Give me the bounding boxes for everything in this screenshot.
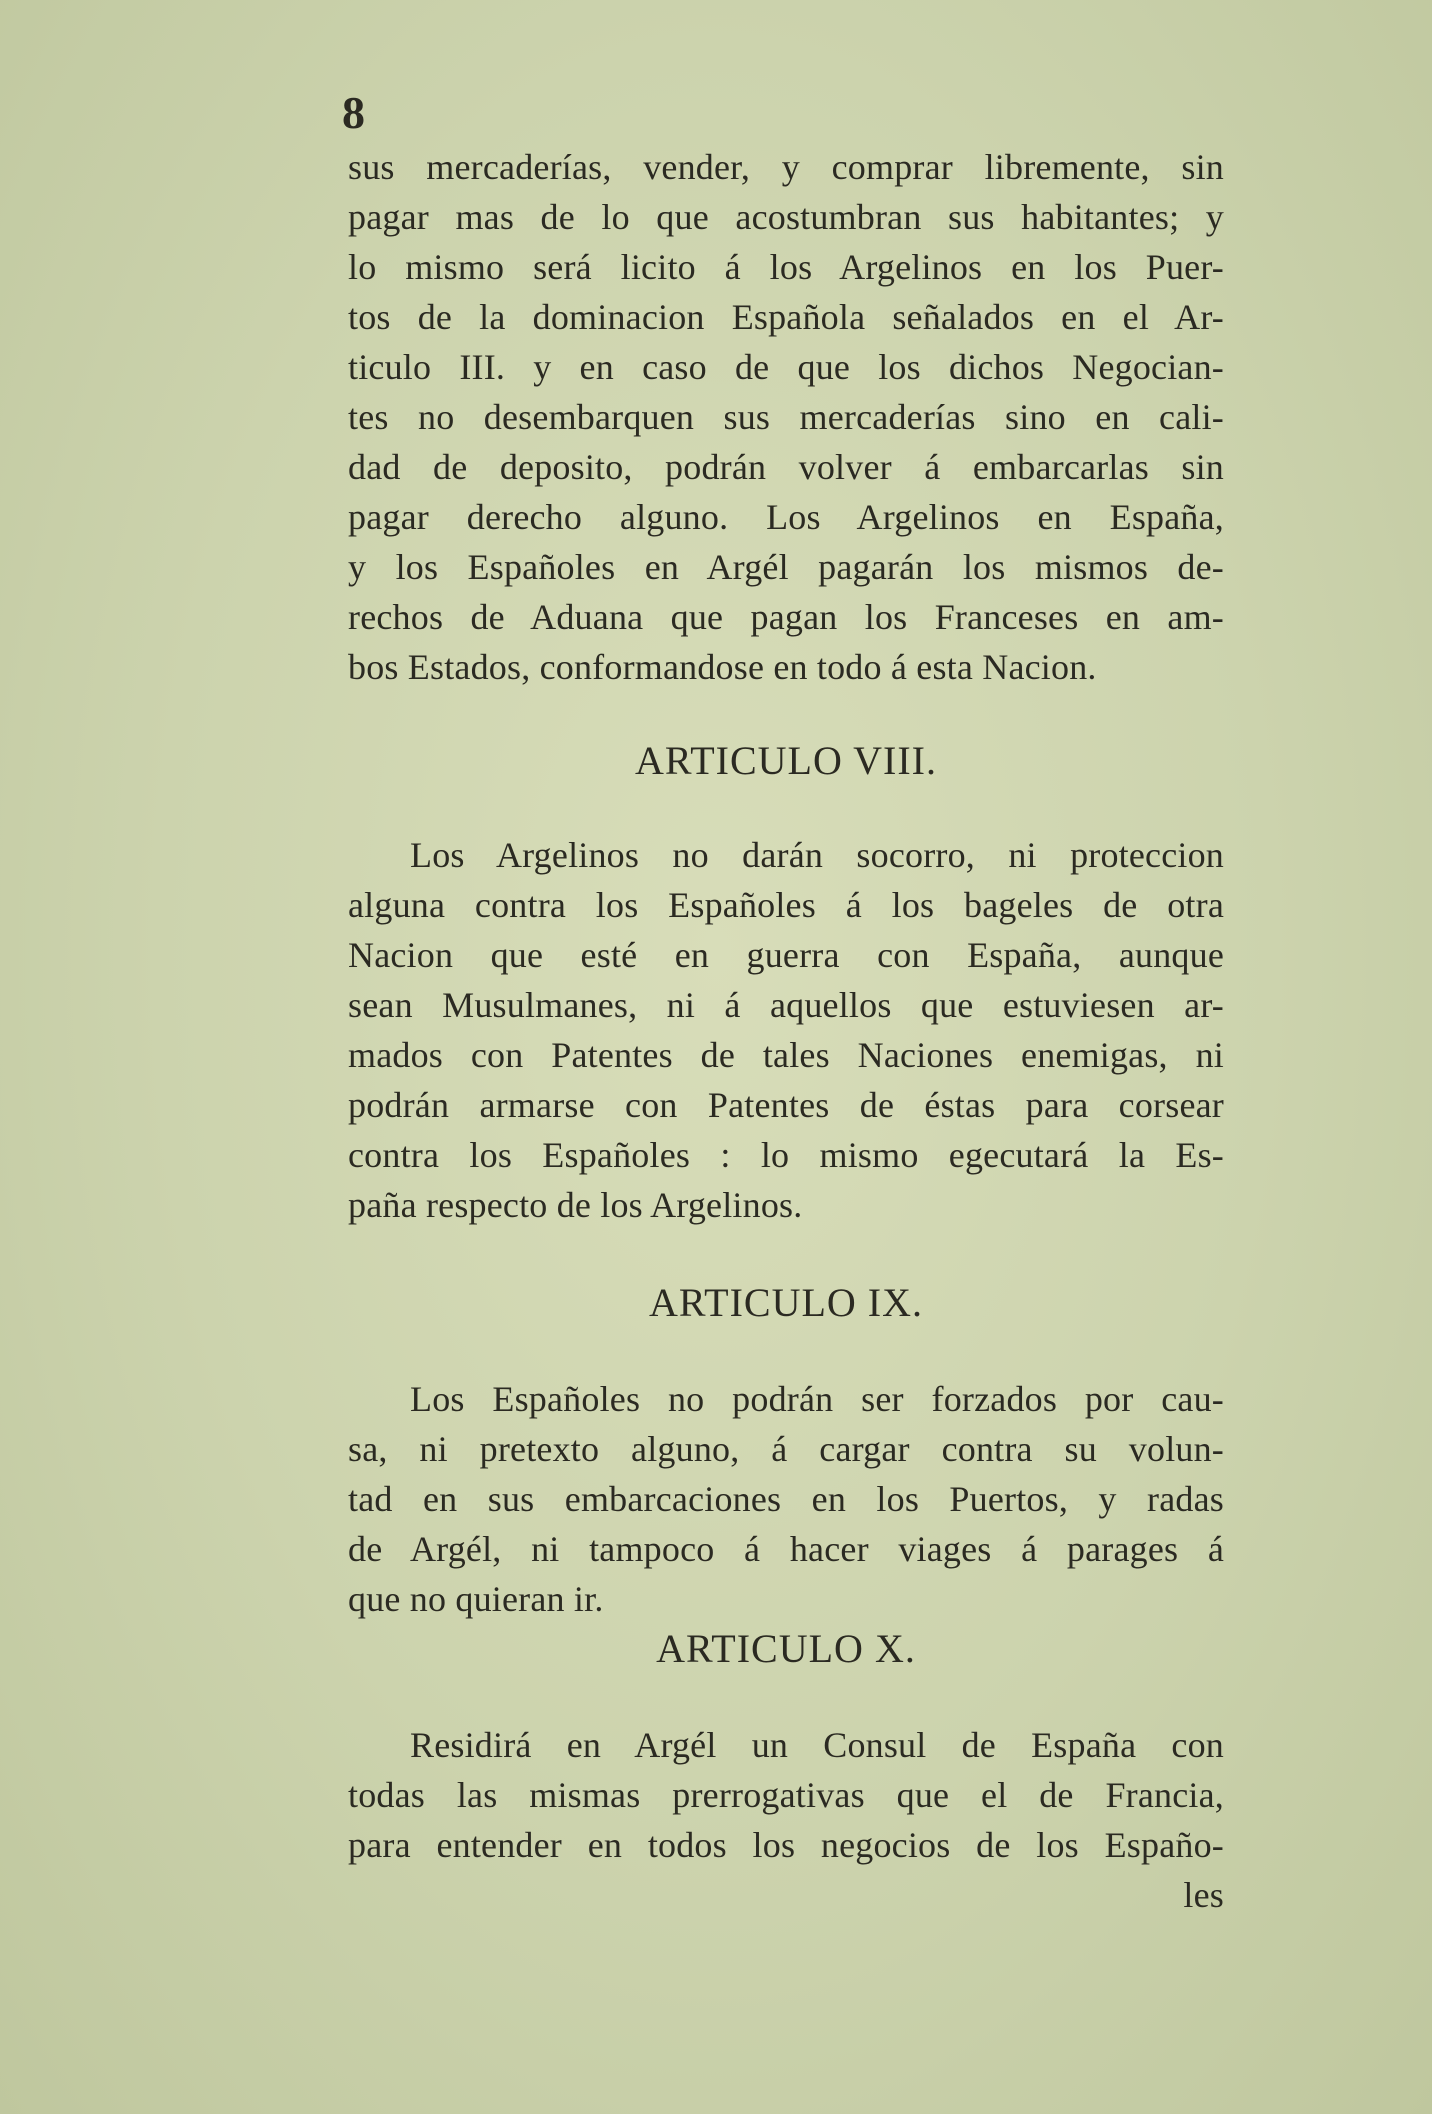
text-line: sa, ni pretexto alguno, á cargar contra su volun-: [348, 1429, 1224, 1469]
text-line: podrán armarse con Patentes de éstas para corsear: [348, 1085, 1224, 1125]
text-line: lo mismo será licito á los Argelinos en los Puer-: [348, 247, 1224, 287]
text-line: mados con Patentes de tales Naciones enemigas, ni: [348, 1035, 1224, 1075]
text-line: tes no desembarquen sus mercaderías sino en cali-: [348, 397, 1224, 437]
text-line: sean Musulmanes, ni á aquellos que estuviesen ar-: [348, 985, 1224, 1025]
text-line: ticulo III. y en caso de que los dichos Negocian-: [348, 347, 1224, 387]
text-line: de Argél, ni tampoco á hacer viages á parages á: [348, 1529, 1224, 1569]
text-block: [342, 87, 1224, 1920]
text-line: todas las mismas prerrogativas que el de Francia,: [348, 1775, 1224, 1815]
text-line: sus mercaderías, vender, y comprar libremente, sin: [348, 147, 1224, 187]
text-line: dad de deposito, podrán volver á embarcarlas sin: [348, 447, 1224, 487]
text-line: para entender en todos los negocios de los Españo-: [348, 1825, 1224, 1865]
article-heading-10: ARTICULO X.: [656, 1626, 916, 1671]
text-line: alguna contra los Españoles á los bageles de otra: [348, 885, 1224, 925]
text-line: pagar mas de lo que acostumbran sus habitantes; y: [348, 197, 1224, 237]
text-line: Los Españoles no podrán ser forzados por cau-: [410, 1379, 1224, 1419]
article-heading-9: ARTICULO IX.: [648, 1280, 923, 1325]
text-line: rechos de Aduana que pagan los Franceses en am-: [348, 597, 1224, 637]
page-number: 8: [342, 87, 365, 138]
text-line: tos de la dominacion Española señalados en el Ar-: [348, 297, 1224, 337]
article-heading-8: ARTICULO VIII.: [635, 738, 937, 783]
text-line: y los Españoles en Argél pagarán los mismos de-: [348, 547, 1224, 587]
text-line: tad en sus embarcaciones en los Puertos, y radas: [348, 1479, 1224, 1519]
text-line: que no quieran ir.: [348, 1579, 604, 1619]
article-10-paragraph: [348, 1720, 1224, 1870]
article-9-paragraph: [348, 1374, 1224, 1624]
text-line: Residirá en Argél un Consul de España con: [410, 1725, 1224, 1765]
text-line: Nacion que esté en guerra con España, aunque: [348, 935, 1224, 975]
intro-paragraph: [348, 142, 1224, 692]
catchword: les: [1183, 1875, 1224, 1915]
text-line: contra los Españoles : lo mismo egecutará la Es-: [348, 1135, 1224, 1175]
text-line: pagar derecho alguno. Los Argelinos en España,: [348, 497, 1224, 537]
text-line: bos Estados, conformandose en todo á esta Nacion.: [348, 647, 1097, 687]
text-line: Los Argelinos no darán socorro, ni proteccion: [410, 835, 1224, 875]
article-8-paragraph: [348, 830, 1224, 1230]
text-line: paña respecto de los Argelinos.: [348, 1185, 803, 1225]
